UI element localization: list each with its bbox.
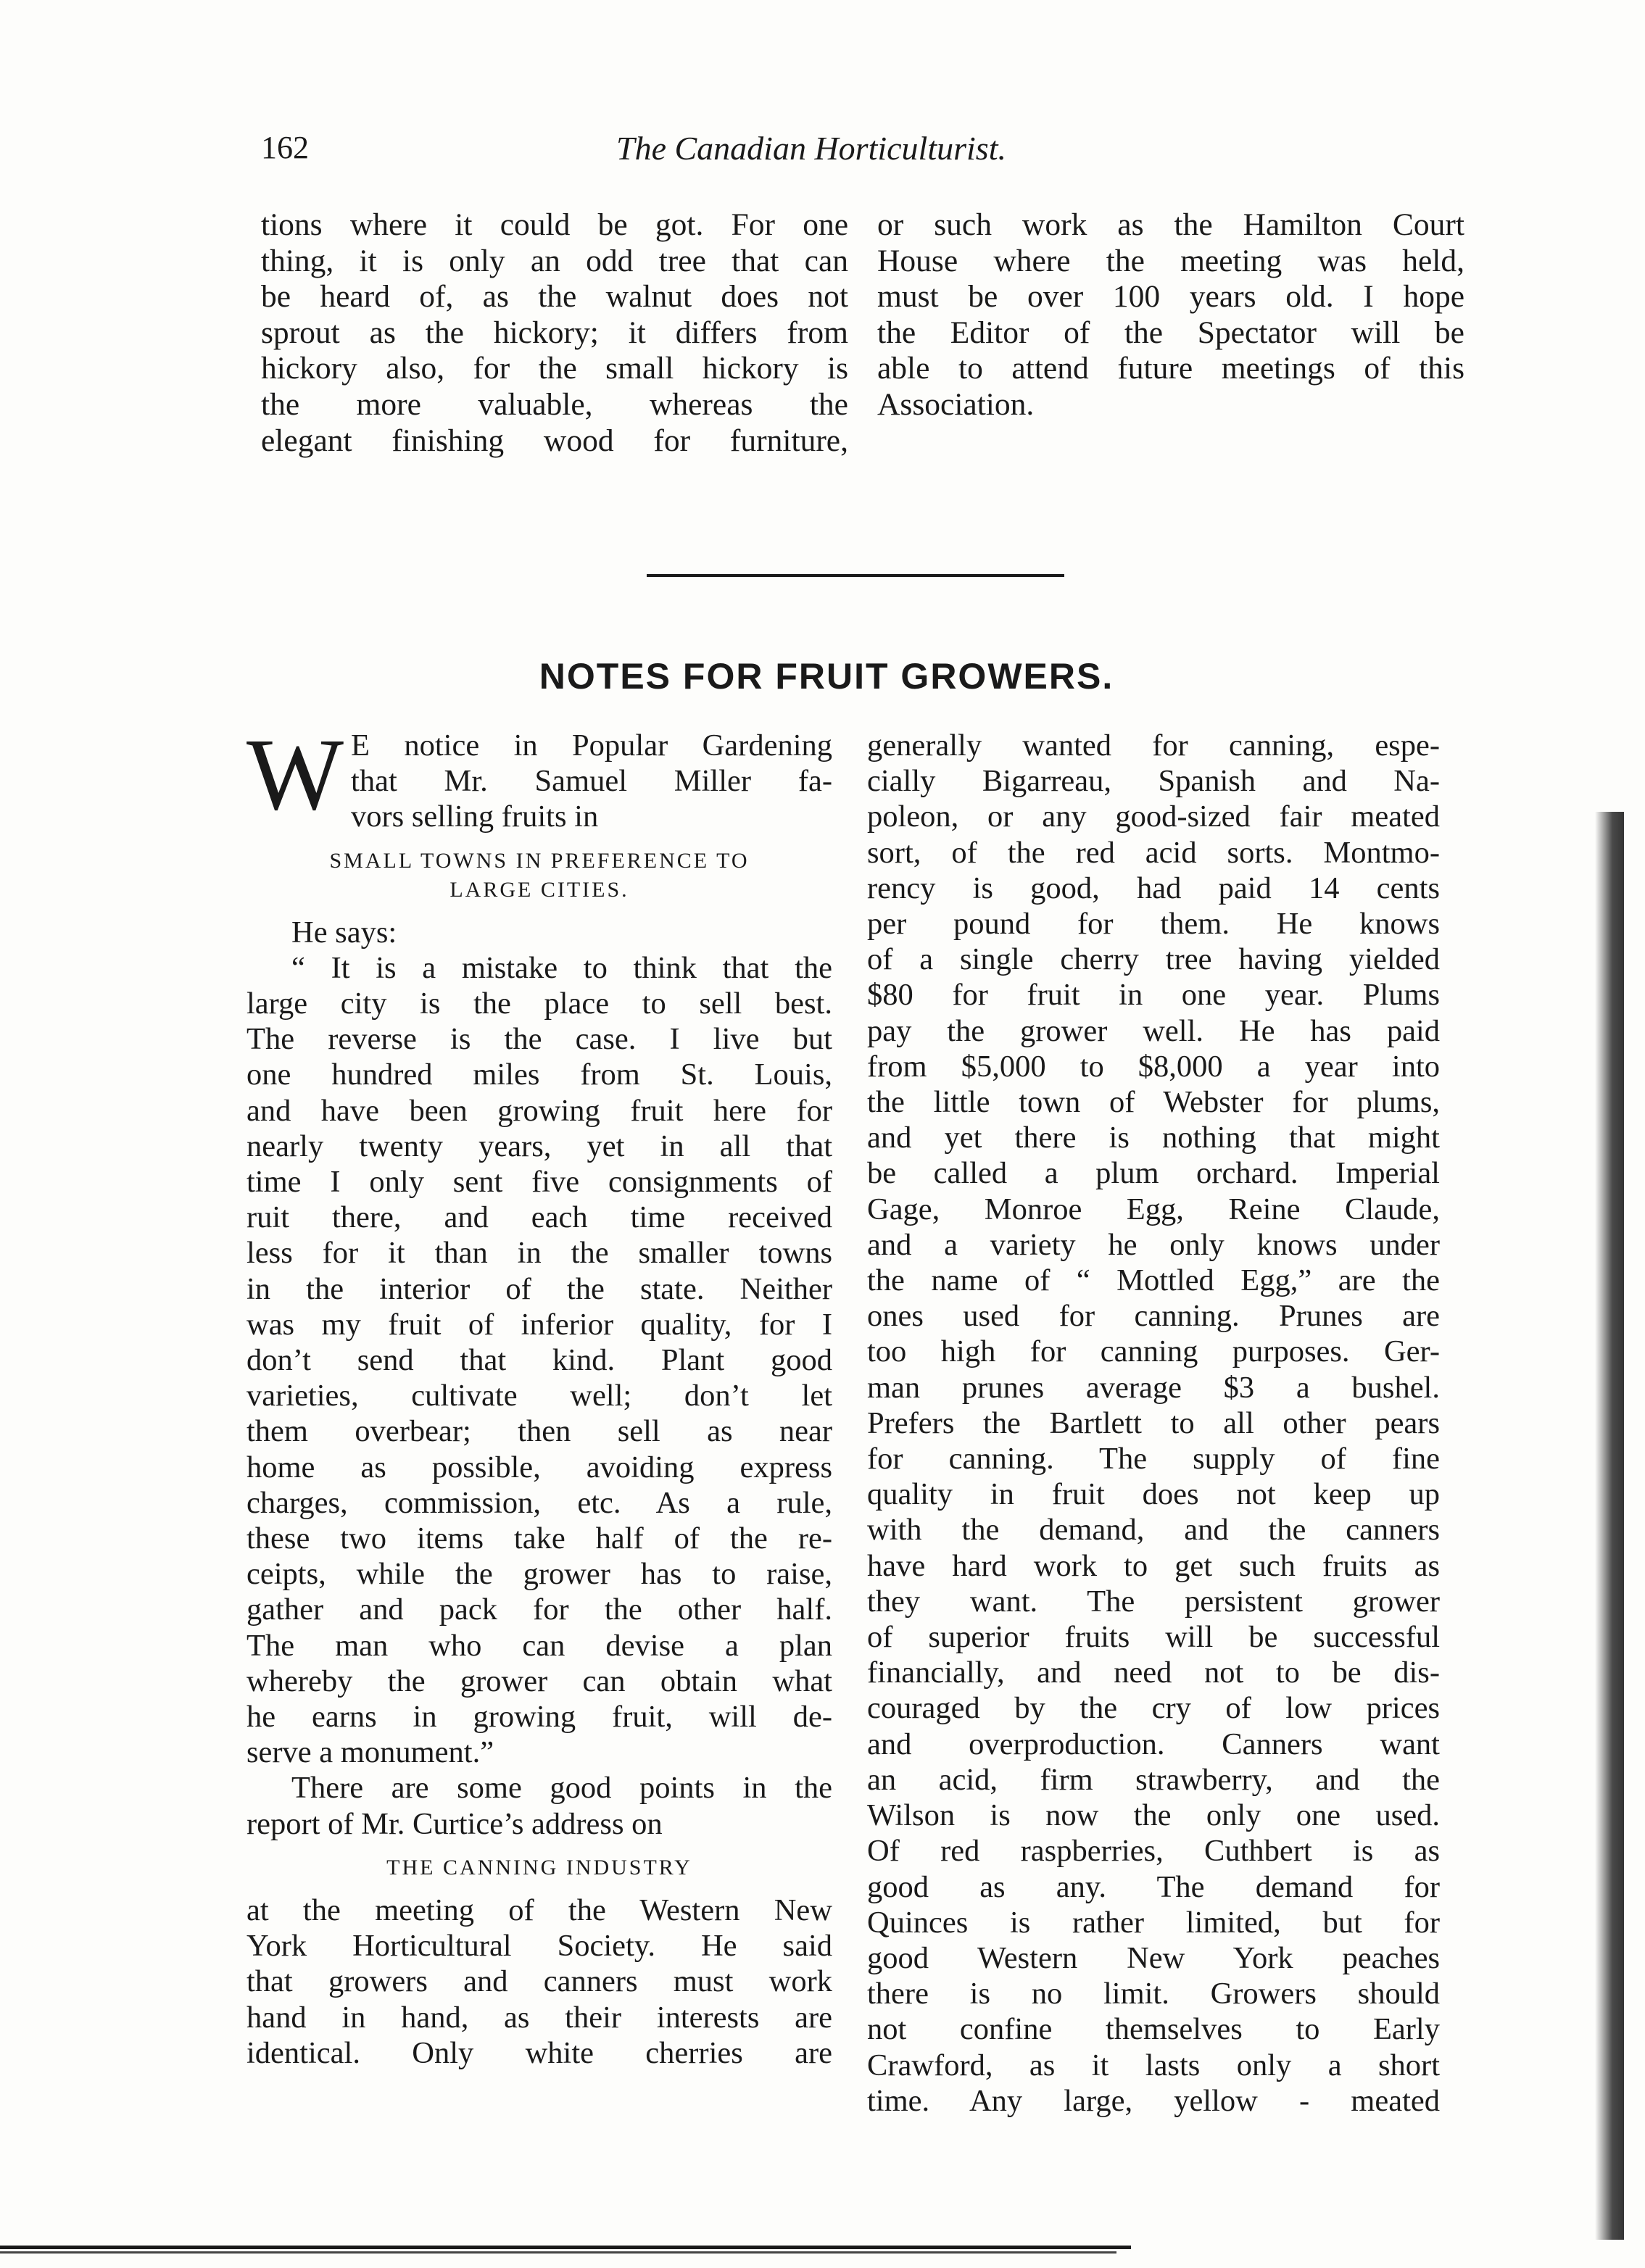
- text-line: man prunes average $3 a bushel.: [867, 1370, 1440, 1405]
- text-line: hickory also, for the small hickory is: [261, 351, 848, 386]
- text-line: report of Mr. Curtice’s address on: [246, 1806, 663, 1841]
- text-line: good Western New York peaches: [867, 1940, 1440, 1975]
- text-line: one hundred miles from St. Louis,: [246, 1058, 832, 1092]
- text-line: from $5,000 to $8,000 a year into: [867, 1049, 1440, 1084]
- text-line: be heard of, as the walnut does not: [261, 279, 848, 315]
- text-line: home as possible, avoiding express: [246, 1450, 832, 1484]
- text-line: large city is the place to sell best.: [246, 986, 832, 1021]
- text-line: Quinces is rather limited, but for: [867, 1905, 1440, 1940]
- text-line: couraged by the cry of low prices: [867, 1691, 1440, 1726]
- text-line: good as any. The demand for: [867, 1869, 1440, 1904]
- subheading-line: LARGE CITIES.: [449, 877, 629, 902]
- text-line: poleon, or any good-sized fair meated: [867, 799, 1440, 834]
- text-line: the name of “ Mottled Egg,” are the: [867, 1263, 1440, 1298]
- text-line: an acid, firm strawberry, and the: [867, 1762, 1440, 1797]
- text-line: York Horticultural Society. He said: [246, 1929, 832, 1964]
- text-line: Wilson is now the only one used.: [867, 1798, 1440, 1833]
- text-line: ruit there, and each time received: [246, 1200, 832, 1235]
- curtice-paragraph: [246, 1770, 832, 1841]
- text-line: elegant finishing wood for furniture,: [261, 423, 848, 458]
- text-line: The reverse is the case. I live but: [246, 1022, 832, 1057]
- text-line: ones used for canning. Prunes are: [867, 1299, 1440, 1334]
- text-line: per pound for them. He knows: [867, 907, 1440, 942]
- text-line: in the interior of the state. Neither: [246, 1271, 832, 1306]
- text-line: for canning. The supply of fine: [867, 1442, 1440, 1476]
- text-line: Gage, Monroe Egg, Reine Claude,: [867, 1192, 1440, 1226]
- subheading-small-towns: [246, 847, 832, 905]
- text-line: tions where it could be got. For one: [261, 207, 848, 242]
- article-right-column: [867, 728, 1440, 2119]
- text-line: less for it than in the smaller towns: [246, 1236, 832, 1271]
- text-line: and yet there is nothing that might: [867, 1121, 1440, 1155]
- text-line: the more valuable, whereas the: [261, 386, 848, 422]
- text-line: ceipts, while the grower has to raise,: [246, 1557, 832, 1592]
- text-line: E notice in Popular Gardening: [351, 728, 832, 763]
- text-line: too high for canning purposes. Ger-: [867, 1334, 1440, 1369]
- text-line: cially Bigarreau, Spanish and Na-: [867, 764, 1440, 799]
- footer-rule: [0, 2246, 1131, 2249]
- text-line: able to attend future meetings of this: [877, 351, 1464, 386]
- text-line: that growers and canners must work: [246, 1964, 832, 1999]
- footer-rule: [0, 2251, 1116, 2254]
- text-line: quality in fruit does not keep up: [867, 1477, 1440, 1512]
- article-left-column: [246, 717, 832, 2071]
- text-line: whereby the grower can obtain what: [246, 1663, 832, 1698]
- text-line: The man who can devise a plan: [246, 1628, 832, 1663]
- text-line: don’t send that kind. Plant good: [246, 1343, 832, 1378]
- text-line: and a variety he only knows under: [867, 1227, 1440, 1262]
- subheading-canning-industry: THE CANNING INDUSTRY: [386, 1855, 692, 1879]
- text-line: was my fruit of inferior quality, for I: [246, 1307, 832, 1342]
- previous-article-right-column: [877, 207, 1464, 423]
- text-line: have hard work to get such fruits as: [867, 1548, 1440, 1583]
- text-line: Prefers the Bartlett to all other pears: [867, 1405, 1440, 1440]
- text-line: thing, it is only an odd tree that can: [261, 243, 848, 278]
- text-line: sprout as the hickory; it differs from: [261, 315, 848, 350]
- text-line: generally wanted for canning, espe-: [867, 728, 1440, 763]
- text-line: them overbear; then sell as near: [246, 1414, 832, 1449]
- text-line: there is no limit. Growers should: [867, 1977, 1440, 2011]
- text-line: not confine themselves to Early: [867, 2012, 1440, 2047]
- article-title: NOTES FOR FRUIT GROWERS.: [539, 656, 1114, 697]
- text-line: the little town of Webster for plums,: [867, 1085, 1440, 1120]
- text-line: House where the meeting was held,: [877, 243, 1464, 278]
- text-line: serve a monument.”: [246, 1735, 494, 1770]
- text-line: “ It is a mistake to think that the: [291, 950, 832, 985]
- subheading-line: SMALL TOWNS IN PREFERENCE TO: [329, 848, 750, 873]
- text-line: Association.: [877, 386, 1035, 422]
- text-line: sort, of the red acid sorts. Montmo-: [867, 835, 1440, 870]
- text-line: that Mr. Samuel Miller fa-: [351, 764, 832, 799]
- quote-paragraph: [246, 950, 832, 1771]
- text-line: Crawford, as it lasts only a short: [867, 2048, 1440, 2082]
- text-line: gather and pack for the other half.: [246, 1592, 832, 1627]
- running-title: The Canadian Horticulturist.: [616, 130, 1006, 167]
- text-line: financially, and need not to be dis-: [867, 1656, 1440, 1690]
- text-line: the Editor of the Spectator will be: [877, 315, 1464, 350]
- text-line: nearly twenty years, yet in all that: [246, 1129, 832, 1163]
- text-line: There are some good points in the: [291, 1771, 832, 1806]
- text-line: rency is good, had paid 14 cents: [867, 871, 1440, 905]
- text-line: he earns in growing fruit, will de-: [246, 1700, 832, 1735]
- text-line: hand in hand, as their interests are: [246, 2000, 832, 2035]
- page-header: [261, 129, 1450, 180]
- text-line: at the meeting of the Western New: [246, 1893, 832, 1927]
- text-line: of a single cherry tree having yielded: [867, 942, 1440, 977]
- canning-paragraph: [246, 1893, 832, 2071]
- text-line: Of red raspberries, Cuthbert is as: [867, 1834, 1440, 1869]
- he-says-line: He says:: [291, 915, 397, 950]
- previous-article-left-column: [261, 207, 848, 459]
- page-number: 162: [261, 130, 309, 165]
- scan-edge-shadow: [1595, 812, 1624, 2240]
- drop-cap: W: [246, 717, 344, 831]
- text-line: pay the grower well. He has paid: [867, 1013, 1440, 1048]
- text-line: vors selling fruits in: [351, 799, 599, 834]
- text-line: and overproduction. Canners want: [867, 1727, 1440, 1761]
- section-divider: [647, 574, 1064, 577]
- text-line: and have been growing fruit here for: [246, 1093, 832, 1128]
- text-line: of superior fruits will be successful: [867, 1620, 1440, 1655]
- text-line: or such work as the Hamilton Court: [877, 207, 1464, 242]
- text-line: they want. The persistent grower: [867, 1584, 1440, 1619]
- text-line: time. Any large, yellow - meated: [867, 2083, 1440, 2118]
- text-line: $80 for fruit in one year. Plums: [867, 978, 1440, 1013]
- text-line: time I only sent five consignments of: [246, 1165, 832, 1200]
- text-line: identical. Only white cherries are: [246, 2035, 832, 2070]
- text-line: charges, commission, etc. As a rule,: [246, 1485, 832, 1520]
- text-line: be called a plum orchard. Imperial: [867, 1156, 1440, 1191]
- text-line: these two items take half of the re-: [246, 1521, 832, 1556]
- text-line: varieties, cultivate well; don’t let: [246, 1379, 832, 1413]
- text-line: with the demand, and the canners: [867, 1513, 1440, 1548]
- text-line: must be over 100 years old. I hope: [877, 279, 1464, 315]
